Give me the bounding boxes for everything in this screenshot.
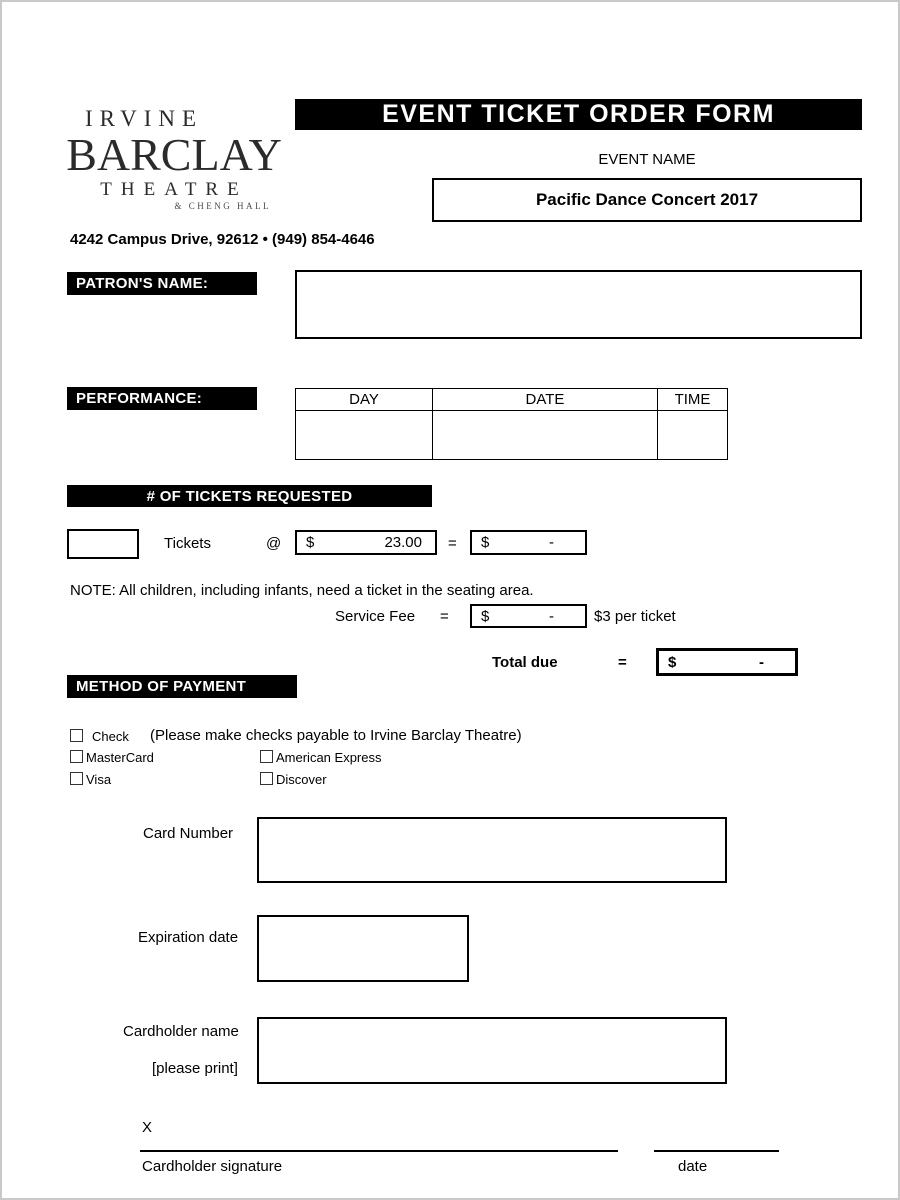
- check-payable-note: (Please make checks payable to Irvine Barclay Theatre): [150, 727, 522, 744]
- total-due-label: Total due: [492, 654, 558, 671]
- patron-name-label-bar: PATRON'S NAME:: [67, 272, 257, 295]
- ticket-price-box[interactable]: [295, 530, 437, 555]
- equals-sign: =: [448, 535, 457, 552]
- method-of-payment-bar: METHOD OF PAYMENT: [67, 675, 297, 698]
- subtotal-value: -: [549, 534, 554, 551]
- visa-checkbox[interactable]: [70, 772, 83, 785]
- expiration-date-label: Expiration date: [138, 929, 239, 946]
- at-symbol: @: [266, 535, 282, 552]
- visa-label: Visa: [86, 772, 112, 787]
- performance-col-date: DATE: [433, 389, 658, 411]
- performance-day-cell[interactable]: [296, 411, 433, 460]
- expiration-date-input-box[interactable]: [257, 915, 469, 982]
- performance-time-cell[interactable]: [658, 411, 728, 460]
- total-due-equals: =: [618, 654, 627, 671]
- american-express-label: American Express: [276, 750, 382, 765]
- service-fee-equals: =: [440, 608, 449, 625]
- event-name-box[interactable]: [432, 178, 862, 222]
- theatre-logo: [65, 106, 283, 211]
- check-checkbox[interactable]: [70, 729, 83, 742]
- signature-x-mark: X: [142, 1119, 153, 1136]
- children-note: NOTE: All children, including infants, need a ticket in the seating area.: [70, 582, 534, 599]
- service-fee-box[interactable]: [470, 604, 587, 628]
- subtotal-currency-symbol: $: [481, 534, 490, 551]
- performance-label-bar: PERFORMANCE:: [67, 387, 257, 410]
- cardholder-name-label: Cardholder name: [123, 1023, 239, 1040]
- tickets-label: Tickets: [164, 535, 211, 552]
- card-number-input-box[interactable]: [257, 817, 727, 883]
- tickets-requested-bar: # OF TICKETS REQUESTED: [67, 485, 432, 507]
- total-due-box[interactable]: [656, 648, 798, 676]
- total-due-currency-symbol: $: [668, 653, 677, 671]
- logo-line-irvine: IRVINE: [85, 106, 204, 131]
- discover-label: Discover: [276, 772, 327, 787]
- card-number-label: Card Number: [143, 825, 234, 842]
- please-print-note: [please print]: [152, 1060, 238, 1077]
- logo-line-theatre: THEATRE: [100, 179, 248, 200]
- service-fee-currency-symbol: $: [481, 607, 490, 625]
- ticket-subtotal-box[interactable]: [470, 530, 587, 555]
- service-fee-note: $3 per ticket: [594, 608, 676, 625]
- date-line[interactable]: [654, 1150, 779, 1152]
- logo-line-cheng-hall: & CHENG HALL: [174, 201, 271, 211]
- performance-table: [295, 388, 728, 460]
- performance-col-time: TIME: [658, 389, 728, 411]
- event-name-value: Pacific Dance Concert 2017: [535, 190, 759, 209]
- logo-line-barclay: BARCLAY: [66, 129, 282, 180]
- cardholder-signature-label: Cardholder signature: [142, 1158, 283, 1175]
- ticket-quantity-box[interactable]: [67, 529, 139, 559]
- patron-name-input-box[interactable]: [295, 270, 862, 339]
- event-name-label: EVENT NAME: [598, 151, 696, 168]
- date-label: date: [678, 1158, 708, 1175]
- form-title-bar: EVENT TICKET ORDER FORM: [295, 99, 862, 130]
- total-due-value: -: [759, 653, 764, 671]
- cardholder-name-input-box[interactable]: [257, 1017, 727, 1084]
- signature-line[interactable]: [140, 1150, 618, 1152]
- theatre-address: 4242 Campus Drive, 92612 • (949) 854-4646: [70, 231, 375, 248]
- price-currency-symbol: $: [306, 534, 315, 551]
- check-label: Check: [92, 729, 129, 744]
- mastercard-label: MasterCard: [86, 750, 154, 765]
- service-fee-label: Service Fee: [335, 608, 416, 625]
- american-express-checkbox[interactable]: [260, 750, 273, 763]
- price-value: 23.00: [384, 534, 422, 551]
- discover-checkbox[interactable]: [260, 772, 273, 785]
- mastercard-checkbox[interactable]: [70, 750, 83, 763]
- performance-date-cell[interactable]: [433, 411, 658, 460]
- performance-col-day: DAY: [296, 389, 433, 411]
- service-fee-value: -: [549, 607, 554, 625]
